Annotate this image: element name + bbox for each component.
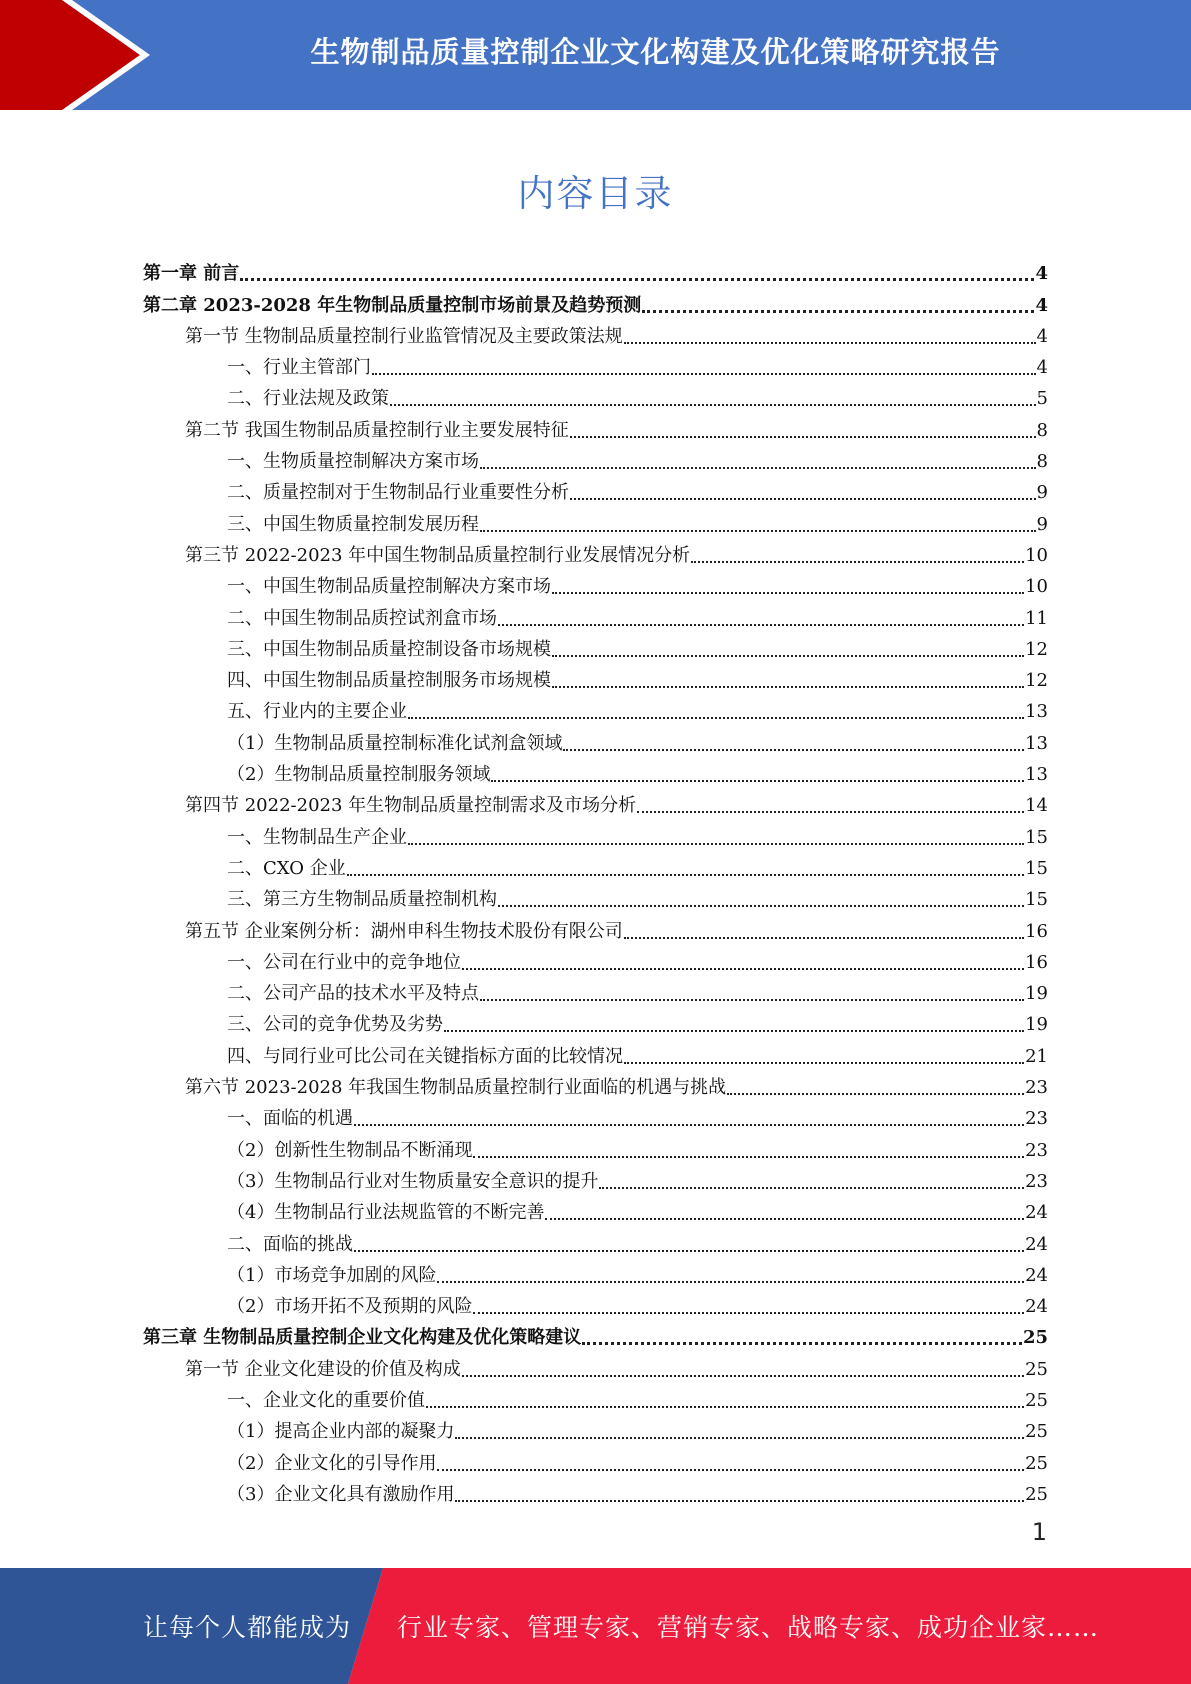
toc-leader-dots <box>563 749 1024 751</box>
toc-leader-dots <box>462 968 1024 970</box>
toc-entry-page: 25 <box>1025 1483 1048 1505</box>
footer-slogan-right: 行业专家、管理专家、营销专家、战略专家、成功企业家…… <box>397 1613 1100 1642</box>
toc-entry-title: （1）生物制品质量控制标准化试剂盒领域 <box>227 732 563 754</box>
toc-entry-page: 24 <box>1025 1296 1048 1318</box>
toc-entry-title: 一、企业文化的重要价值 <box>227 1389 425 1411</box>
toc-entry[interactable] <box>143 1068 1048 1099</box>
toc-leader-dots <box>570 436 1036 438</box>
toc-leader-dots <box>637 811 1024 813</box>
toc-entry-title: （2）市场开拓不及预期的风险 <box>227 1296 473 1318</box>
toc-entry[interactable] <box>143 1381 1048 1412</box>
toc-entry[interactable] <box>143 1130 1048 1161</box>
toc-entry[interactable] <box>143 755 1048 786</box>
toc-entry[interactable] <box>143 1005 1048 1036</box>
toc-entry-page: 23 <box>1025 1170 1048 1192</box>
toc-entry[interactable] <box>143 473 1048 504</box>
toc-entry-title: 二、面临的挑战 <box>227 1233 353 1255</box>
toc-entry[interactable] <box>143 379 1048 410</box>
toc-entry[interactable] <box>143 567 1048 598</box>
toc-entry[interactable] <box>143 1349 1048 1380</box>
toc-entry-title: 第一节 生物制品质量控制行业监管情况及主要政策法规 <box>185 325 623 347</box>
toc-entry-page: 4 <box>1035 263 1048 285</box>
toc-leader-dots <box>642 310 1034 313</box>
toc-entry[interactable] <box>143 536 1048 567</box>
toc-leader-dots <box>624 342 1036 344</box>
toc-entry-title: 五、行业内的主要企业 <box>227 701 407 723</box>
toc-entry-title: 一、生物质量控制解决方案市场 <box>227 451 479 473</box>
toc-leader-dots <box>498 624 1024 626</box>
toc-entry-page: 15 <box>1025 857 1048 879</box>
toc-entry-title: 一、生物制品生产企业 <box>227 826 407 848</box>
toc-entry-page: 13 <box>1025 732 1048 754</box>
toc-entry-page: 15 <box>1025 889 1048 911</box>
toc-entry-title: （4）生物制品行业法规监管的不断完善 <box>227 1202 545 1224</box>
toc-leader-dots <box>582 1342 1022 1345</box>
toc-leader-dots <box>480 467 1036 469</box>
toc-entry-title: 三、中国生物质量控制发展历程 <box>227 513 479 535</box>
toc-entry-page: 14 <box>1025 795 1048 817</box>
toc-entry-page: 25 <box>1025 1421 1048 1443</box>
toc-entry-page: 4 <box>1036 325 1048 347</box>
toc-entry-title: （1）提高企业内部的凝聚力 <box>227 1421 455 1443</box>
toc-entry-title: 第五节 企业案例分析：湖州申科生物技术股份有限公司 <box>185 920 623 942</box>
toc-leader-dots <box>347 874 1024 876</box>
toc-leader-dots <box>480 999 1024 1001</box>
toc-entry-page: 12 <box>1025 670 1048 692</box>
toc-entry-title: 第六节 2023-2028 年我国生物制品质量控制行业面临的机遇与挑战 <box>185 1077 727 1099</box>
toc-entry-page: 23 <box>1025 1077 1048 1099</box>
toc-entry-page: 8 <box>1036 419 1048 441</box>
toc-entry-title: 四、中国生物制品质量控制服务市场规模 <box>227 670 551 692</box>
toc-entry[interactable] <box>143 317 1048 348</box>
toc-entry[interactable] <box>143 630 1048 661</box>
toc-entry-title: 第二节 我国生物制品质量控制行业主要发展特征 <box>185 419 569 441</box>
toc-entry-page: 9 <box>1036 513 1048 535</box>
toc-entry-page: 11 <box>1025 607 1048 629</box>
toc-entry-page: 10 <box>1025 544 1048 566</box>
toc-entry-title: 二、质量控制对于生物制品行业重要性分析 <box>227 482 569 504</box>
toc-heading: 内容目录 <box>517 172 674 215</box>
toc-entry-title: 二、CXO 企业 <box>227 857 346 879</box>
toc-leader-dots <box>437 1281 1024 1283</box>
toc-entry-title: 三、中国生物制品质量控制设备市场规模 <box>227 638 551 660</box>
toc-entry-title: 第一章 前言 <box>143 263 240 285</box>
toc-leader-dots <box>455 1500 1024 1502</box>
toc-leader-dots <box>691 561 1024 563</box>
toc-entry-page: 13 <box>1025 701 1048 723</box>
toc-entry-title: （3）生物制品行业对生物质量安全意识的提升 <box>227 1170 599 1192</box>
toc-entry[interactable] <box>143 911 1048 942</box>
toc-entry[interactable] <box>143 442 1048 473</box>
toc-leader-dots <box>354 1124 1024 1126</box>
toc-entry-page: 24 <box>1025 1233 1048 1255</box>
toc-leader-dots <box>240 278 1034 281</box>
toc-entry[interactable] <box>143 1287 1048 1318</box>
toc-entry-page: 25 <box>1025 1452 1048 1474</box>
toc-leader-dots <box>455 1437 1024 1439</box>
toc-entry[interactable] <box>143 1193 1048 1224</box>
toc-leader-dots <box>354 1250 1024 1252</box>
toc-leader-dots <box>372 373 1036 375</box>
toc-entry-title: 一、公司在行业中的竞争地位 <box>227 951 461 973</box>
toc-entry-page: 25 <box>1025 1358 1048 1380</box>
toc-leader-dots <box>599 1187 1024 1189</box>
toc-entry-title: （2）生物制品质量控制服务领域 <box>227 764 491 786</box>
toc-entry[interactable] <box>143 410 1048 441</box>
toc-entry-page: 4 <box>1036 357 1048 379</box>
toc-entry-page: 23 <box>1025 1139 1048 1161</box>
toc-leader-dots <box>624 937 1024 939</box>
toc-leader-dots <box>426 1406 1024 1408</box>
toc-leader-dots <box>444 1030 1024 1032</box>
toc-entry-page: 16 <box>1025 920 1048 942</box>
toc-entry[interactable] <box>143 1443 1048 1474</box>
toc-entry[interactable] <box>143 598 1048 629</box>
toc-leader-dots <box>473 1156 1024 1158</box>
toc-entry-page: 21 <box>1025 1045 1048 1067</box>
toc-entry-page: 19 <box>1025 983 1048 1005</box>
toc-entry-page: 19 <box>1025 1014 1048 1036</box>
toc-entry[interactable] <box>143 348 1048 379</box>
toc-entry[interactable] <box>143 1318 1048 1349</box>
toc-entry-title: 第三节 2022-2023 年中国生物制品质量控制行业发展情况分析 <box>185 544 691 566</box>
toc-entry[interactable] <box>143 1256 1048 1287</box>
toc-entry-title: 第三章 生物制品质量控制企业文化构建及优化策略建议 <box>143 1327 582 1349</box>
toc-leader-dots <box>498 905 1024 907</box>
toc-leader-dots <box>437 1469 1024 1471</box>
toc-entry-title: 三、公司的竞争优势及劣势 <box>227 1014 443 1036</box>
toc-entry[interactable] <box>143 723 1048 754</box>
toc-leader-dots <box>545 1218 1024 1220</box>
toc-entry-page: 16 <box>1025 951 1048 973</box>
toc-leader-dots <box>552 592 1024 594</box>
toc-leader-dots <box>480 530 1036 532</box>
toc-entry-title: 三、第三方生物制品质量控制机构 <box>227 889 497 911</box>
toc-entry-title: 第四节 2022-2023 年生物制品质量控制需求及市场分析 <box>185 795 637 817</box>
toc-entry-page: 12 <box>1025 638 1048 660</box>
toc-leader-dots <box>390 404 1036 406</box>
toc-entry[interactable] <box>143 692 1048 723</box>
toc-entry-title: （1）市场竞争加剧的风险 <box>227 1264 437 1286</box>
toc-entry-title: 第二章 2023-2028 年生物制品质量控制市场前景及趋势预测 <box>143 294 642 316</box>
toc-entry[interactable] <box>143 661 1048 692</box>
toc-entry[interactable] <box>143 254 1048 285</box>
toc-leader-dots <box>624 1062 1024 1064</box>
toc-leader-dots <box>408 717 1024 719</box>
toc-entry-title: 一、中国生物制品质量控制解决方案市场 <box>227 576 551 598</box>
toc-entry-title: 二、公司产品的技术水平及特点 <box>227 983 479 1005</box>
toc-entry[interactable] <box>143 1475 1048 1506</box>
footer-banner <box>0 1568 1191 1684</box>
toc-entry-page: 9 <box>1036 482 1048 504</box>
toc-entry-page: 5 <box>1036 388 1048 410</box>
toc-entry[interactable] <box>143 786 1048 817</box>
toc-entry[interactable] <box>143 849 1048 880</box>
toc-entry[interactable] <box>143 1099 1048 1130</box>
toc-entry-title: 二、中国生物制品质控试剂盒市场 <box>227 607 497 629</box>
toc-entry[interactable] <box>143 1162 1048 1193</box>
toc-entry-page: 10 <box>1025 576 1048 598</box>
toc-leader-dots <box>462 1375 1024 1377</box>
toc-entry-title: 二、行业法规及政策 <box>227 388 389 410</box>
toc-entry-page: 25 <box>1025 1389 1048 1411</box>
toc-entry-title: （2）企业文化的引导作用 <box>227 1452 437 1474</box>
toc-entry[interactable] <box>143 285 1048 316</box>
toc-entry[interactable] <box>143 1036 1048 1067</box>
toc-entry-page: 15 <box>1025 826 1048 848</box>
toc-entry[interactable] <box>143 880 1048 911</box>
toc-entry-title: 一、面临的机遇 <box>227 1108 353 1130</box>
toc-leader-dots <box>552 686 1024 688</box>
table-of-contents <box>143 254 1048 1506</box>
toc-entry[interactable] <box>143 817 1048 848</box>
report-title: 生物制品质量控制企业文化构建及优化策略研究报告 <box>310 34 1001 69</box>
toc-leader-dots <box>727 1093 1024 1095</box>
toc-entry-page: 25 <box>1022 1327 1048 1349</box>
toc-entry-page: 24 <box>1025 1264 1048 1286</box>
toc-entry[interactable] <box>143 504 1048 535</box>
toc-entry-page: 24 <box>1025 1202 1048 1224</box>
toc-entry-title: 一、行业主管部门 <box>227 357 371 379</box>
header-banner <box>0 0 1191 110</box>
toc-entry[interactable] <box>143 1412 1048 1443</box>
toc-entry-title: 第一节 企业文化建设的价值及构成 <box>185 1358 461 1380</box>
toc-entry-page: 13 <box>1025 764 1048 786</box>
footer-slogan-left: 让每个人都能成为 <box>143 1613 352 1642</box>
toc-entry-title: （3）企业文化具有激励作用 <box>227 1483 455 1505</box>
toc-entry-page: 4 <box>1035 294 1048 316</box>
toc-entry-page: 23 <box>1025 1108 1048 1130</box>
toc-leader-dots <box>473 1312 1024 1314</box>
toc-leader-dots <box>570 498 1036 500</box>
toc-entry[interactable] <box>143 943 1048 974</box>
toc-entry-title: （2）创新性生物制品不断涌现 <box>227 1139 473 1161</box>
toc-entry[interactable] <box>143 1224 1048 1255</box>
toc-leader-dots <box>408 843 1024 845</box>
toc-leader-dots <box>491 780 1024 782</box>
toc-entry-page: 8 <box>1036 451 1048 473</box>
page-number: 1 <box>1031 1518 1047 1546</box>
toc-leader-dots <box>552 655 1024 657</box>
toc-entry[interactable] <box>143 974 1048 1005</box>
toc-entry-title: 四、与同行业可比公司在关键指标方面的比较情况 <box>227 1045 623 1067</box>
